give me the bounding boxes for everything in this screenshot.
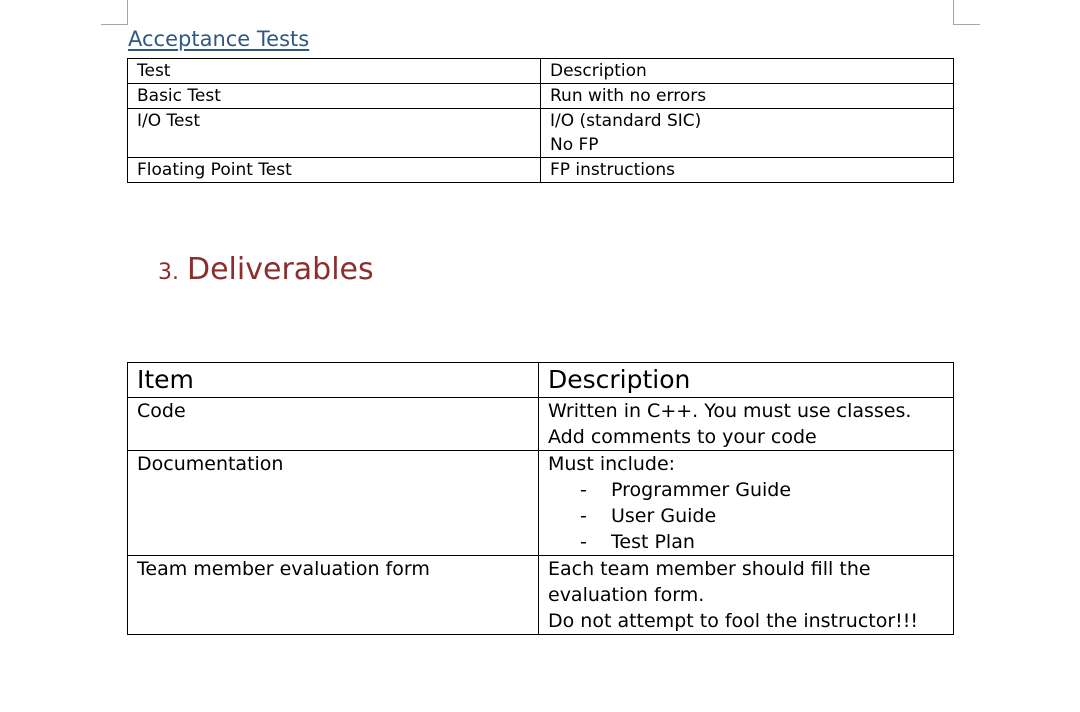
dash-bullet-icon: - (580, 531, 587, 553)
dash-bullet-icon: - (580, 479, 587, 501)
table-cell: Code (128, 398, 539, 451)
cell-line: Written in C++. You must use classes. (548, 400, 912, 422)
table-row (128, 84, 954, 109)
table-header-cell: Test (128, 59, 541, 84)
table-cell: Team member evaluation form (128, 556, 539, 635)
cell-line: Must include: (548, 453, 676, 475)
cell-line: Do not attempt to fool the instructor!!! (548, 610, 919, 632)
list-item (548, 529, 953, 555)
cell-line: I/O (standard SIC) (550, 111, 702, 131)
table-header-row (128, 363, 954, 398)
list-item-label: Programmer Guide (611, 479, 792, 501)
table-cell: Run with no errors (541, 84, 954, 109)
acceptance-tests-heading[interactable]: Acceptance Tests (128, 27, 310, 51)
table-cell: Floating Point Test (128, 158, 541, 183)
table-header-cell: Description (541, 59, 954, 84)
crop-mark-top-left (101, 0, 128, 25)
table-cell (539, 451, 954, 556)
table-cell (539, 556, 954, 635)
table-cell: Documentation (128, 451, 539, 556)
dash-bullet-icon: - (580, 505, 587, 527)
table-row (128, 398, 954, 451)
acceptance-tests-table (127, 58, 954, 183)
section-heading (158, 249, 374, 288)
list-item (548, 503, 953, 529)
list-item (548, 477, 953, 503)
table-header-cell: Item (128, 363, 539, 398)
list-item-label: Test Plan (611, 531, 695, 553)
crop-mark-top-right (953, 0, 980, 25)
table-row (128, 556, 954, 635)
table-header-cell: Description (539, 363, 954, 398)
table-cell: Basic Test (128, 84, 541, 109)
section-number: 3. (158, 260, 179, 285)
table-cell: FP instructions (541, 158, 954, 183)
table-row (128, 109, 954, 158)
section-title: Deliverables (187, 252, 374, 287)
table-cell: I/O Test (128, 109, 541, 158)
deliverables-table (127, 362, 954, 635)
cell-line: Add comments to your code (548, 426, 817, 448)
table-cell (541, 109, 954, 158)
table-cell (539, 398, 954, 451)
table-row (128, 158, 954, 183)
table-row (128, 451, 954, 556)
table-header-row (128, 59, 954, 84)
cell-line: No FP (550, 135, 599, 155)
list-item-label: User Guide (611, 505, 717, 527)
bullet-list (548, 477, 953, 555)
cell-line: Each team member should fill the evaluation form. (548, 558, 871, 606)
